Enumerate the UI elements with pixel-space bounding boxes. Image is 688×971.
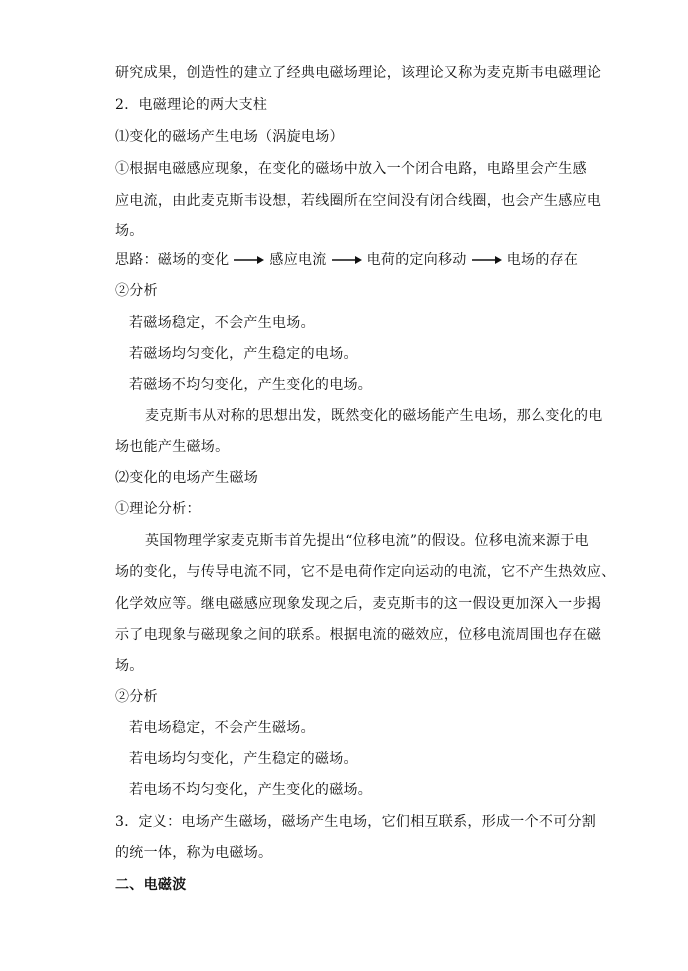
text-line: 应电流，由此麦克斯韦设想，若线圈所在空间没有闭合线圈，也会产生感应电 [115,193,602,209]
reasoning-flow [115,250,578,270]
flow-step: 电场的存在 [506,252,579,268]
text-line: 若磁场均匀变化，产生稳定的电场。 [129,346,358,362]
text-line: 研究成果，创造性的建立了经典电磁场理论，该理论又称为麦克斯韦电磁理论 [115,65,602,81]
arrow-right-icon [332,254,362,266]
text-line: 若电场不均匀变化，产生变化的磁场。 [129,782,373,798]
arrow-right-icon [472,254,502,266]
flow-prefix: 思路：磁场的变化 [115,252,230,268]
text-line: 若磁场不均匀变化，产生变化的电场。 [129,377,373,393]
text-line: 化学效应等。继电磁感应现象发现之后，麦克斯韦的这一假设更加深入一步揭 [115,596,602,612]
subsection-heading: ⑴变化的磁场产生电场（涡旋电场） [115,129,344,145]
subsection-heading: ⑵变化的电场产生磁场 [115,470,258,486]
flow-step: 感应电流 [269,252,327,268]
text-line: 示了电现象与磁现象之间的联系。根据电流的磁效应，位移电流周围也存在磁 [115,627,602,643]
text-line: 3．定义：电场产生磁场，磁场产生电场，它们相互联系，形成一个不可分割 [115,814,597,830]
text-line: 若电场稳定，不会产生磁场。 [129,720,315,736]
text-line: ①根据电磁感应现象，在变化的磁场中放入一个闭合电路，电路里会产生感 [115,161,587,177]
text-line: 场。 [115,223,144,239]
text-line: 若磁场稳定，不会产生电场。 [129,315,315,331]
text-line: ①理论分析： [115,501,201,517]
text-line: 场也能产生磁场。 [115,439,230,455]
chapter-heading: 二、电磁波 [115,877,187,893]
text-line: 麦克斯韦从对称的思想出发，既然变化的磁场能产生电场，那么变化的电 [145,408,603,424]
text-line: 若电场均匀变化，产生稳定的磁场。 [129,751,358,767]
text-line: 场的变化，与传导电流不同，它不是电荷作定向运动的电流，它不产生热效应、 [115,564,616,580]
flow-step: 电荷的定向移动 [366,252,467,268]
text-line: 的统一体，称为电磁场。 [115,845,273,861]
section-heading: 2．电磁理论的两大支柱 [115,97,268,113]
text-line: 场。 [115,658,144,674]
text-line: ②分析 [115,283,158,299]
arrow-right-icon [234,254,264,266]
text-line: 英国物理学家麦克斯韦首先提出“位移电流”的假设。位移电流来源于电 [145,533,589,549]
text-line: ②分析 [115,689,158,705]
